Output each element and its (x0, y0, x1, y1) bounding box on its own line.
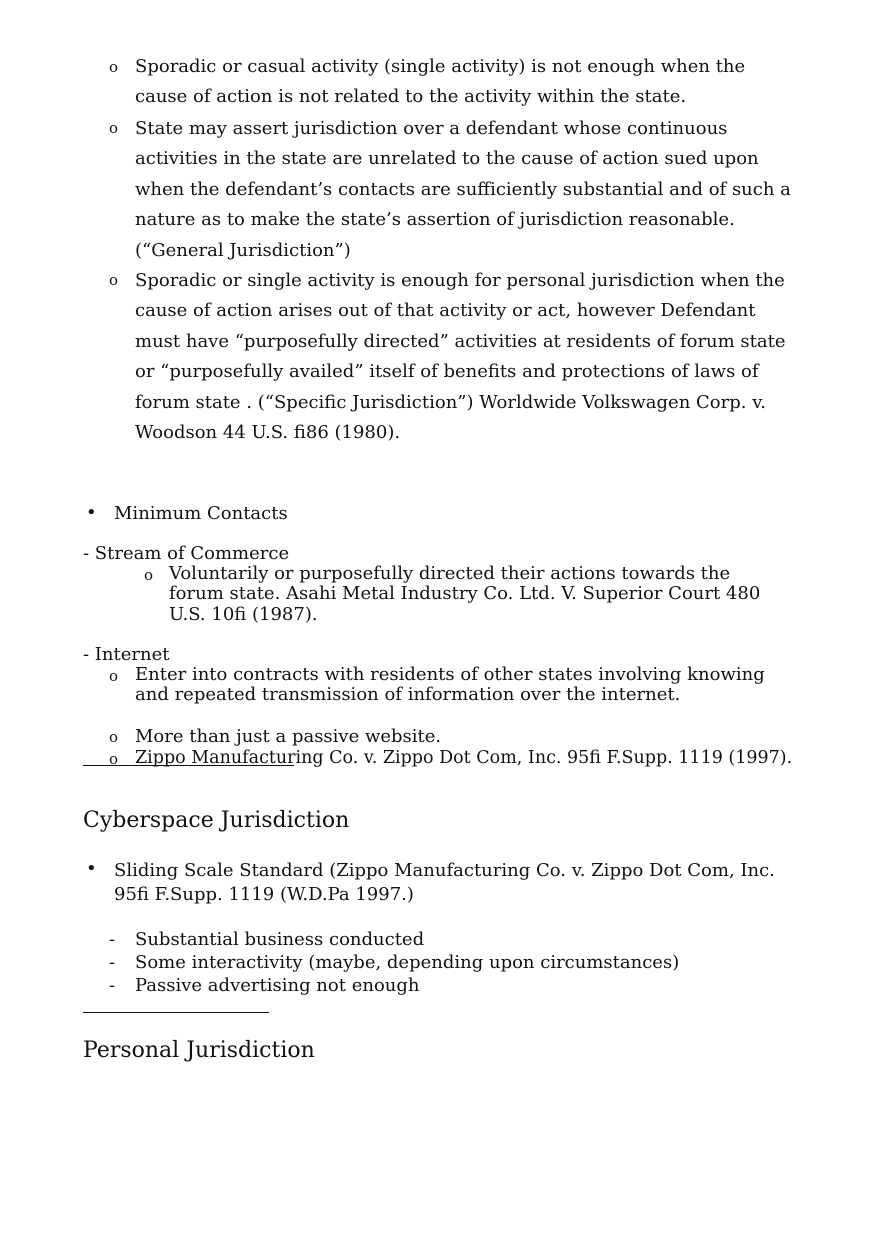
stream-of-commerce-item: Voluntarily or purposefully directed their actions towards the forum state. Asahi Metal Industry Co. Ltd. V. Superior Court 480 U.S. 10fi (1987). (169, 563, 761, 625)
footnote-separator (83, 765, 294, 766)
dash: - (109, 952, 116, 973)
internet-item-zippo-case: Zippo Manufacturing Co. v. Zippo Dot Com, Inc. 95fi F.Supp. 1119 (1997). (135, 748, 793, 768)
list-bullet: o (144, 566, 154, 584)
list-item-specific-jurisdiction: Sporadic or single activity is enough for personal jurisdiction when the cause of action arises out of that activity or act, however Defendant must have “purposefully directed” activities at residents of forum state or “purposefully availed” itself of benefits and protections of laws of forum state . (“Specific Jurisdiction”) Worldwide Volkswagen Corp. v. Woodson 44 U.S. fi86 (1980). (135, 270, 786, 444)
dash: - (109, 975, 116, 996)
dash-item-some-interactivity: Some interactivity (maybe, depending upon circumstances) (135, 952, 680, 973)
list-bullet: o (109, 728, 119, 746)
internet-item-contracts: Enter into contracts with residents of other states involving knowing and repeated transmission of information over the internet. (135, 664, 765, 706)
dash-item-substantial-business: Substantial business conducted (135, 929, 425, 950)
cyberspace-jurisdiction-heading: Cyberspace Jurisdiction (83, 808, 350, 833)
list-bullet: o (109, 119, 119, 137)
list-bullet: o (109, 271, 119, 289)
list-item-sporadic-casual: Sporadic or casual activity (single activity) is not enough when the cause of action is not related to the activity within the state. (135, 56, 746, 108)
personal-jurisdiction-heading: Personal Jurisdiction (83, 1038, 315, 1063)
bullet-disc: • (86, 858, 97, 879)
dash: - (109, 929, 116, 950)
stream-of-commerce-label: - Stream of Commerce (83, 543, 290, 564)
sliding-scale-standard: Sliding Scale Standard (Zippo Manufacturing Co. v. Zippo Dot Com, Inc. 95fi F.Supp. 1119 (W.D.Pa 1997.) (114, 860, 775, 905)
minimum-contacts-label: Minimum Contacts (114, 503, 288, 524)
dash-item-passive-advertising: Passive advertising not enough (135, 975, 420, 996)
bullet-disc: • (86, 502, 97, 523)
list-bullet: o (109, 58, 119, 76)
internet-label: - Internet (83, 644, 170, 665)
section-divider (83, 1012, 269, 1013)
internet-item-passive-website: More than just a passive website. (135, 726, 442, 747)
list-bullet: o (109, 750, 119, 768)
list-bullet: o (109, 667, 119, 685)
list-item-general-jurisdiction: State may assert jurisdiction over a defendant whose continuous activities in the state are unrelated to the cause of action sued upon when the defendant’s contacts are sufficiently substantial and of such a nature as to make the state’s assertion of jurisdiction reasonable. (“General Jurisdiction”) (135, 118, 791, 261)
